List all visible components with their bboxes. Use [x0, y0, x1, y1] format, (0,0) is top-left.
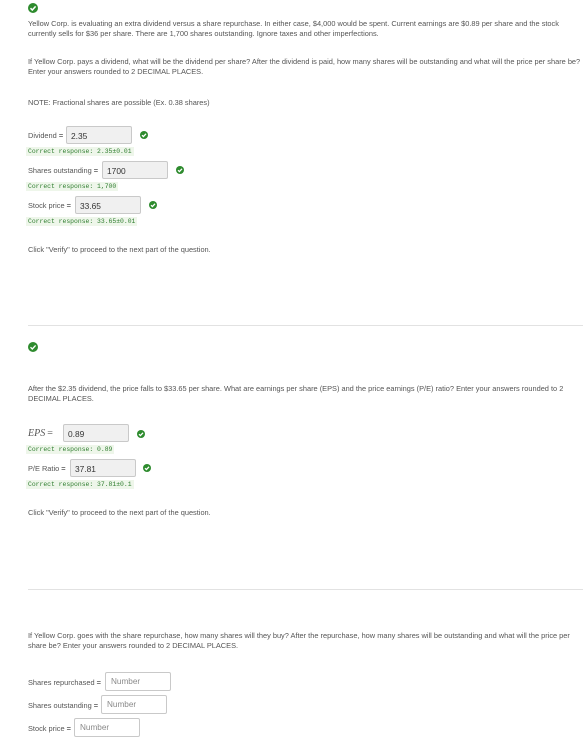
stock-price-correct-response: Correct response: 33.65±0.01 — [28, 218, 136, 225]
pe-ratio-label: P/E Ratio = — [28, 464, 66, 473]
pe-ratio-answer-field[interactable]: 37.81 — [70, 459, 136, 477]
shares-outstanding-correct-check-icon — [176, 166, 184, 174]
section-divider — [28, 325, 583, 326]
stock-price-label: Stock price = — [28, 201, 71, 210]
part1-verify-instruction: Click "Verify" to proceed to the next part of the question. — [28, 245, 211, 254]
shares-outstanding-label: Shares outstanding = — [28, 701, 99, 710]
part2-verify-instruction: Click "Verify" to proceed to the next part of the question. — [28, 508, 211, 517]
eps-label: EPS = — [28, 428, 53, 439]
eps-correct-response: Correct response: 0.89 — [28, 446, 113, 453]
shares-repurchased-label: Shares repurchased = — [28, 678, 101, 687]
part1-note: NOTE: Fractional shares are possible (Ex. 0.38 shares) — [28, 98, 210, 107]
shares-outstanding-label: Shares outstanding = — [28, 166, 99, 175]
dividend-correct-response: Correct response: 2.35±0.01 — [28, 148, 132, 155]
eps-answer-field[interactable]: 0.89 — [63, 424, 129, 442]
pe-ratio-correct-response: Correct response: 37.81±0.1 — [28, 481, 132, 488]
shares-repurchased-input[interactable]: Number — [105, 672, 171, 691]
part1-complete-check-icon — [28, 3, 38, 13]
part3-question: If Yellow Corp. goes with the share repurchase, how many shares will they buy? After the repurchase, how many shares will be outstanding and what will the price per share be? Enter your answers rounded to 2 DECIMAL PLACES. — [28, 631, 570, 650]
dividend-answer-field[interactable]: 2.35 — [66, 126, 132, 144]
shares-outstanding-answer-field[interactable]: 1700 — [102, 161, 168, 179]
shares-outstanding-correct-response: Correct response: 1,700 — [28, 183, 117, 190]
dividend-label: Dividend = — [28, 131, 64, 140]
pe-ratio-correct-check-icon — [143, 464, 151, 472]
dividend-correct-check-icon — [140, 131, 148, 139]
part2-complete-check-icon — [28, 342, 38, 352]
stock-price-label: Stock price = — [28, 724, 71, 733]
part2-question: After the $2.35 dividend, the price falls to $33.65 per share. What are earnings per share (EPS) and the price earnings (P/E) ratio? Enter your answers rounded to 2 DECIMAL PLACES. — [28, 384, 564, 403]
section-divider — [28, 589, 583, 590]
stock-price-input[interactable]: Number — [74, 718, 140, 737]
part1-question: If Yellow Corp. pays a dividend, what will be the dividend per share? After the dividend is paid, how many shares will be outstanding and what will the price per share be? Enter your answers rounded to 2 DECIMAL PLACES. — [28, 57, 581, 76]
shares-outstanding-input[interactable]: Number — [101, 695, 167, 714]
part1-intro: Yellow Corp. is evaluating an extra dividend versus a share repurchase. In either case, $4,000 would be spent. Current earnings are $0.89 per share and the stock currently sells for $36 per share. There are 1,700 shares outstanding. Ignore taxes and other imperfections. — [28, 19, 559, 38]
eps-correct-check-icon — [137, 430, 145, 438]
stock-price-correct-check-icon — [149, 201, 157, 209]
stock-price-answer-field[interactable]: 33.65 — [75, 196, 141, 214]
